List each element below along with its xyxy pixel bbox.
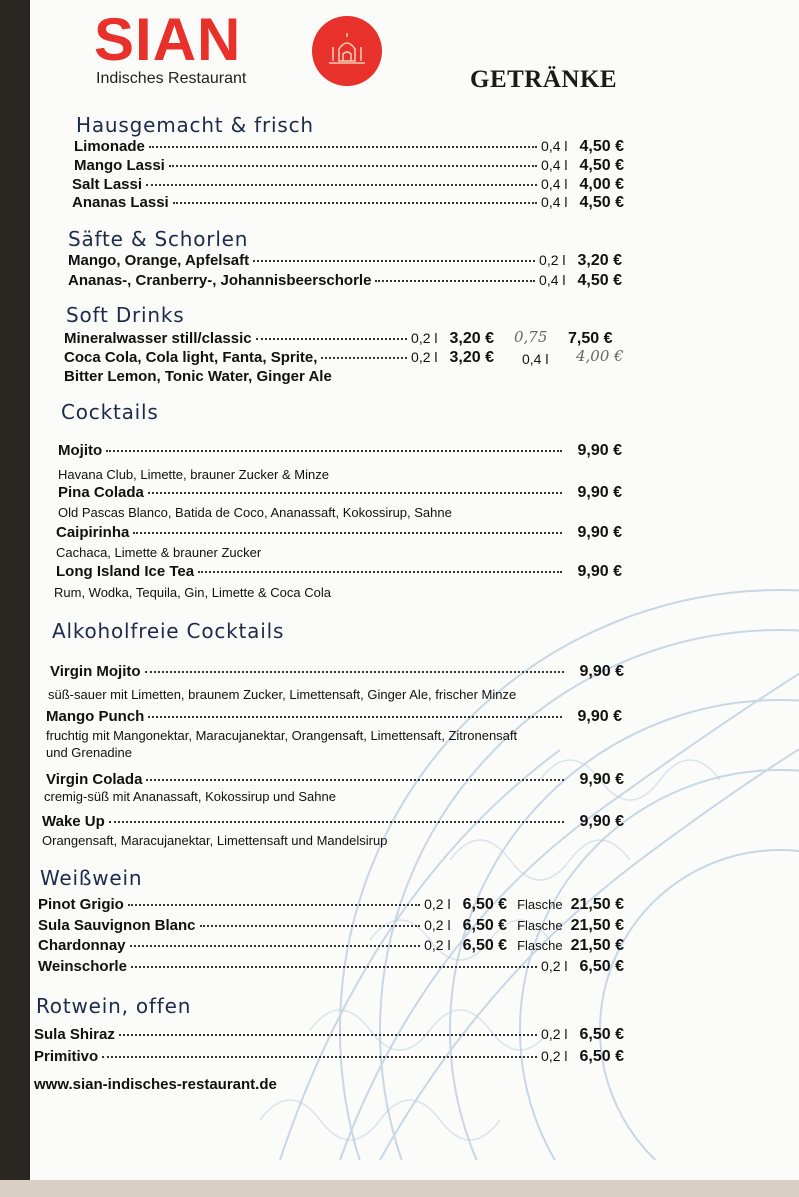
bottle-price: 21,50 € xyxy=(570,917,624,934)
item-price: 6,50 € xyxy=(579,1026,624,1043)
soft-drinks-extra: Bitter Lemon, Tonic Water, Ginger Ale xyxy=(64,368,332,385)
item-volume: 0,2 l xyxy=(424,917,451,933)
item-name: Ananas Lassi xyxy=(72,194,169,211)
item-volume: 0,2 l xyxy=(539,252,566,268)
item-name: Chardonnay xyxy=(38,937,126,954)
list-item xyxy=(74,157,624,175)
list-item xyxy=(38,896,624,914)
item-price: 9,90 € xyxy=(579,813,624,830)
list-item xyxy=(46,708,622,726)
item-volume: 0,4 l xyxy=(541,157,568,173)
leader-dots xyxy=(146,184,537,186)
item-description: fruchtig mit Mangonektar, Maracujanektar, Orangensaft, Limettensaft, Zitronensaft xyxy=(46,728,518,743)
brand-name: SIAN xyxy=(94,6,242,73)
item-price: 9,90 € xyxy=(579,663,624,680)
section-title-weisswein: Weißwein xyxy=(40,866,143,890)
item-name: Weinschorle xyxy=(38,958,127,975)
item-price: 4,50 € xyxy=(579,157,624,174)
item-price: 4,00 € xyxy=(579,176,624,193)
item-price: 3,20 € xyxy=(577,252,622,269)
item-name: Ananas-, Cranberry-, Johannisbeerschorle xyxy=(68,272,372,289)
item-volume: 0,2 l xyxy=(424,896,451,912)
item-price: 4,50 € xyxy=(579,194,624,211)
list-item xyxy=(56,563,622,581)
leader-dots xyxy=(253,260,535,262)
leader-dots xyxy=(128,904,420,906)
item-volume: 0,2 l xyxy=(411,330,438,346)
leader-dots xyxy=(169,165,537,167)
mandala-ornament xyxy=(220,560,799,1160)
handwritten-price: 4,00 € xyxy=(576,347,624,365)
list-item xyxy=(74,138,624,156)
item-price: 3,20 € xyxy=(449,349,494,366)
item-volume: 0,4 l xyxy=(541,176,568,192)
bottle-price: 21,50 € xyxy=(570,896,624,913)
item-price: 9,90 € xyxy=(577,442,622,459)
section-title-rotwein: Rotwein, offen xyxy=(36,994,192,1018)
list-item xyxy=(58,484,622,502)
list-item xyxy=(46,771,624,789)
table-edge xyxy=(0,1180,799,1197)
leader-dots xyxy=(102,1056,537,1058)
brand-subtitle: Indisches Restaurant xyxy=(96,70,247,87)
item-name: Mojito xyxy=(58,442,103,459)
item-name: Caipirinha xyxy=(56,524,130,541)
item-price: 6,50 € xyxy=(462,896,508,913)
section-title-alkoholfrei: Alkoholfreie Cocktails xyxy=(52,619,285,643)
leader-dots xyxy=(148,716,561,718)
list-item xyxy=(34,1026,624,1044)
list-item xyxy=(64,330,494,348)
list-item xyxy=(38,958,624,976)
item-name: Coca Cola, Cola light, Fanta, Sprite, xyxy=(64,349,318,366)
list-item xyxy=(34,1048,624,1066)
list-item xyxy=(72,176,624,194)
leader-dots xyxy=(133,532,561,534)
leader-dots xyxy=(119,1034,537,1036)
item-volume: 0,2 l xyxy=(541,1026,568,1042)
item-name: Pina Colada xyxy=(58,484,144,501)
leader-dots xyxy=(131,966,537,968)
item-price: 9,90 € xyxy=(579,771,624,788)
item-volume: 0,2 l xyxy=(541,1048,568,1064)
item-volume: 0,2 l xyxy=(424,937,451,953)
item-name: Pinot Grigio xyxy=(38,896,124,913)
list-item xyxy=(56,524,622,542)
item-name: Limonade xyxy=(74,138,145,155)
brand xyxy=(94,6,247,88)
item-description: süß-sauer mit Limetten, braunem Zucker, Limettensaft, Ginger Ale, frischer Minze xyxy=(48,687,517,702)
item-name: Primitivo xyxy=(34,1048,99,1065)
list-item xyxy=(58,442,622,460)
list-item xyxy=(38,937,624,955)
list-item xyxy=(68,272,622,290)
item-name: Wake Up xyxy=(42,813,105,830)
item-name: Salt Lassi xyxy=(72,176,143,193)
section-title-cocktails: Cocktails xyxy=(61,400,159,424)
list-item xyxy=(38,917,624,935)
item-description-cont: und Grenadine xyxy=(46,745,133,760)
bottle-label: Flasche xyxy=(517,938,563,953)
leader-dots xyxy=(149,146,537,148)
section-title-soft-drinks: Soft Drinks xyxy=(66,303,185,327)
leader-dots xyxy=(148,492,562,494)
item-description: Havana Club, Limette, brauner Zucker & Minze xyxy=(58,467,329,482)
list-item xyxy=(64,349,494,367)
item-price: 6,50 € xyxy=(579,958,624,975)
item-price: 6,50 € xyxy=(462,917,508,934)
item-description: cremig-süß mit Ananassaft, Kokossirup und Sahne xyxy=(44,789,336,804)
item-price: 9,90 € xyxy=(577,484,622,501)
bottle-label: Flasche xyxy=(517,897,563,912)
item-price: 9,90 € xyxy=(577,563,622,580)
leader-dots xyxy=(256,338,407,340)
leader-dots xyxy=(198,571,561,573)
taj-mahal-glyph xyxy=(325,31,369,71)
leader-dots xyxy=(375,280,535,282)
list-item xyxy=(42,813,624,831)
bottle-price: 21,50 € xyxy=(570,937,624,954)
item-name: Mango, Orange, Apfelsaft xyxy=(68,252,250,269)
item-description: Orangensaft, Maracujanektar, Limettensaft und Mandelsirup xyxy=(42,833,388,848)
item-name: Sula Sauvignon Blanc xyxy=(38,917,196,934)
leader-dots xyxy=(130,945,421,947)
leader-dots xyxy=(145,671,564,673)
leader-dots xyxy=(109,821,564,823)
item-volume: 0,2 l xyxy=(541,958,568,974)
leader-dots xyxy=(173,202,537,204)
item-name: Virgin Mojito xyxy=(50,663,141,680)
list-item xyxy=(68,252,622,270)
leader-dots xyxy=(146,779,563,781)
taj-mahal-icon xyxy=(312,16,382,86)
leader-dots xyxy=(200,925,421,927)
item-price: 4,50 € xyxy=(577,272,622,289)
item-name: Sula Shiraz xyxy=(34,1026,115,1043)
item-description: Rum, Wodka, Tequila, Gin, Limette & Coca Cola xyxy=(54,585,331,600)
website-url: www.sian-indisches-restaurant.de xyxy=(34,1076,277,1093)
item-name: Mango Punch xyxy=(46,708,145,725)
item-price: 3,20 € xyxy=(449,330,494,347)
item-volume: 0,4 l xyxy=(539,272,566,288)
list-item xyxy=(72,194,624,212)
list-item xyxy=(50,663,624,681)
item-volume: 0,4 l xyxy=(541,138,568,154)
item-price: 6,50 € xyxy=(462,937,508,954)
item-price: 9,90 € xyxy=(577,524,622,541)
section-title-saefte: Säfte & Schorlen xyxy=(68,227,249,251)
item-price: 9,90 € xyxy=(577,708,622,725)
item-price-large: 7,50 € xyxy=(568,330,613,347)
leader-dots xyxy=(106,450,561,452)
leader-dots xyxy=(321,357,407,359)
bottle-label: Flasche xyxy=(517,918,563,933)
item-name: Mango Lassi xyxy=(74,157,165,174)
item-name: Virgin Colada xyxy=(46,771,143,788)
item-price: 4,50 € xyxy=(579,138,624,155)
item-name: Mineralwasser still/classic xyxy=(64,330,252,347)
item-description: Cachaca, Limette & brauner Zucker xyxy=(56,545,262,560)
item-name: Long Island Ice Tea xyxy=(56,563,195,580)
item-volume: 0,2 l xyxy=(411,349,438,365)
item-description: Old Pascas Blanco, Batida de Coco, Ananassaft, Kokossirup, Sahne xyxy=(58,505,452,520)
section-title-hausgemacht: Hausgemacht & frisch xyxy=(76,113,314,137)
item-volume-large: 0,4 l xyxy=(522,351,549,367)
item-volume: 0,4 l xyxy=(541,194,568,210)
handwritten-volume: 0,75 xyxy=(514,328,548,346)
page-title: GETRÄNKE xyxy=(470,66,618,93)
item-price: 6,50 € xyxy=(579,1048,624,1065)
